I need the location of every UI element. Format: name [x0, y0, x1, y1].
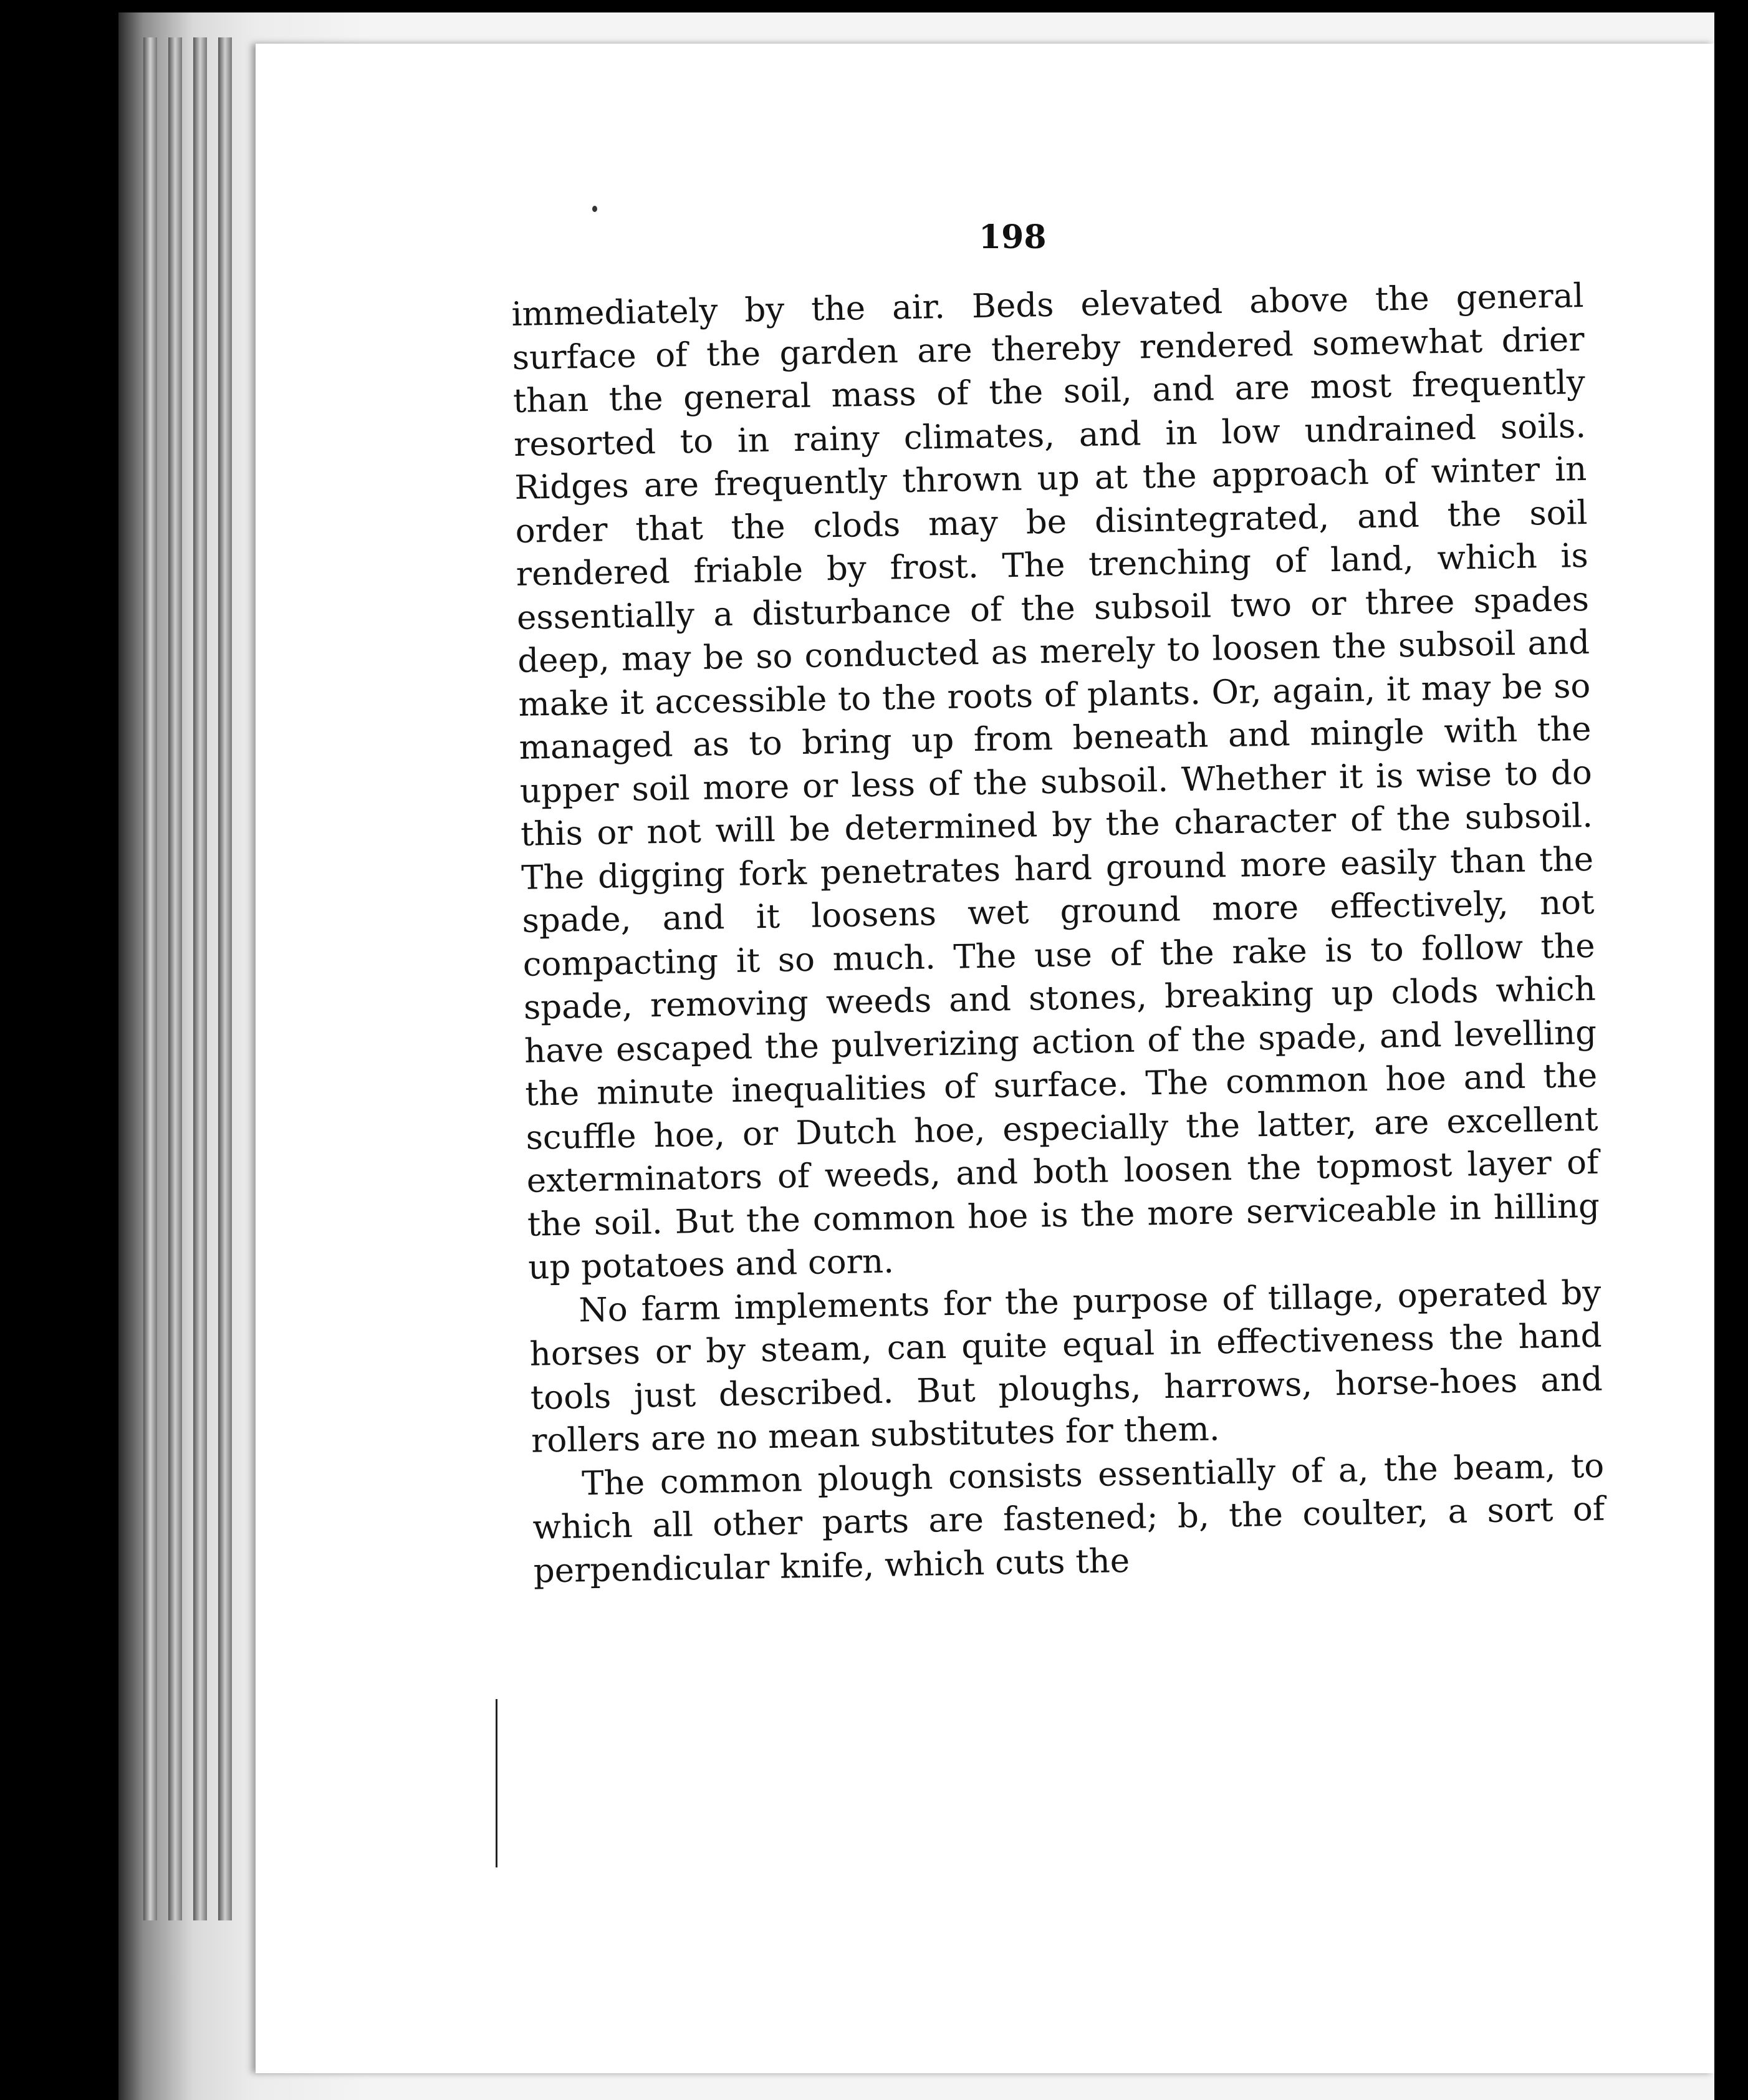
page-edge	[143, 37, 157, 1920]
body-text	[511, 274, 1606, 1593]
paragraph: The common plough consists essentially of a, the beam, to which all other parts are fastened; b, the coulter, a sort of perpendicular knife, which cuts the	[532, 1447, 1605, 1591]
paragraph: No farm implements for the purpose of tillage, operated by horses or by steam, can quite equal in effectiveness the hand tools just described. But ploughs, harrows, horse-hoes and rollers are no mean substitutes for them.	[529, 1273, 1603, 1460]
paragraph: immediately by the air. Beds elevated above the general surface of the garden are thereby rendered somewhat drier than the general mass of the soil, and are most frequently resorted to in rainy climates, and in low undrained soils. Ridges are frequently thrown up at the approach of winter in order that the clods may be disintegrated, and the soil rendered friable by frost. The trenching of land, which is essentially a disturbance of the subsoil two or three spades deep, may be so conducted as merely to loosen the subsoil and make it accessible to the roots of plants. Or, again, it may be so managed as to bring up from beneath and mingle with the upper soil more or less of the subsoil. Whether it is wise to do this or not will be determined by the character of the subsoil. The digging fork penetrates hard ground more easily than the spade, and it loosens wet ground more effectively, not compacting it so much. The use of the rake is to follow the spade, removing weeds and stones, breaking up clods which have escaped the pulverizing action of the spade, and levelling the minute inequalities of surface. The common hoe and the scuffle hoe, or Dutch hoe, especially the latter, are excellent exterminators of weeds, and both loosen the topmost layer of the soil. But the common hoe is the more serviceable in hilling up potatoes and corn.	[511, 276, 1600, 1287]
margin-line	[496, 1699, 497, 1867]
page-edge	[193, 37, 207, 1920]
page-number: 198	[979, 218, 1047, 256]
ink-speck	[592, 206, 597, 212]
scan-border	[1714, 0, 1748, 2100]
page-edge	[218, 37, 232, 1920]
page-edge	[168, 37, 182, 1920]
